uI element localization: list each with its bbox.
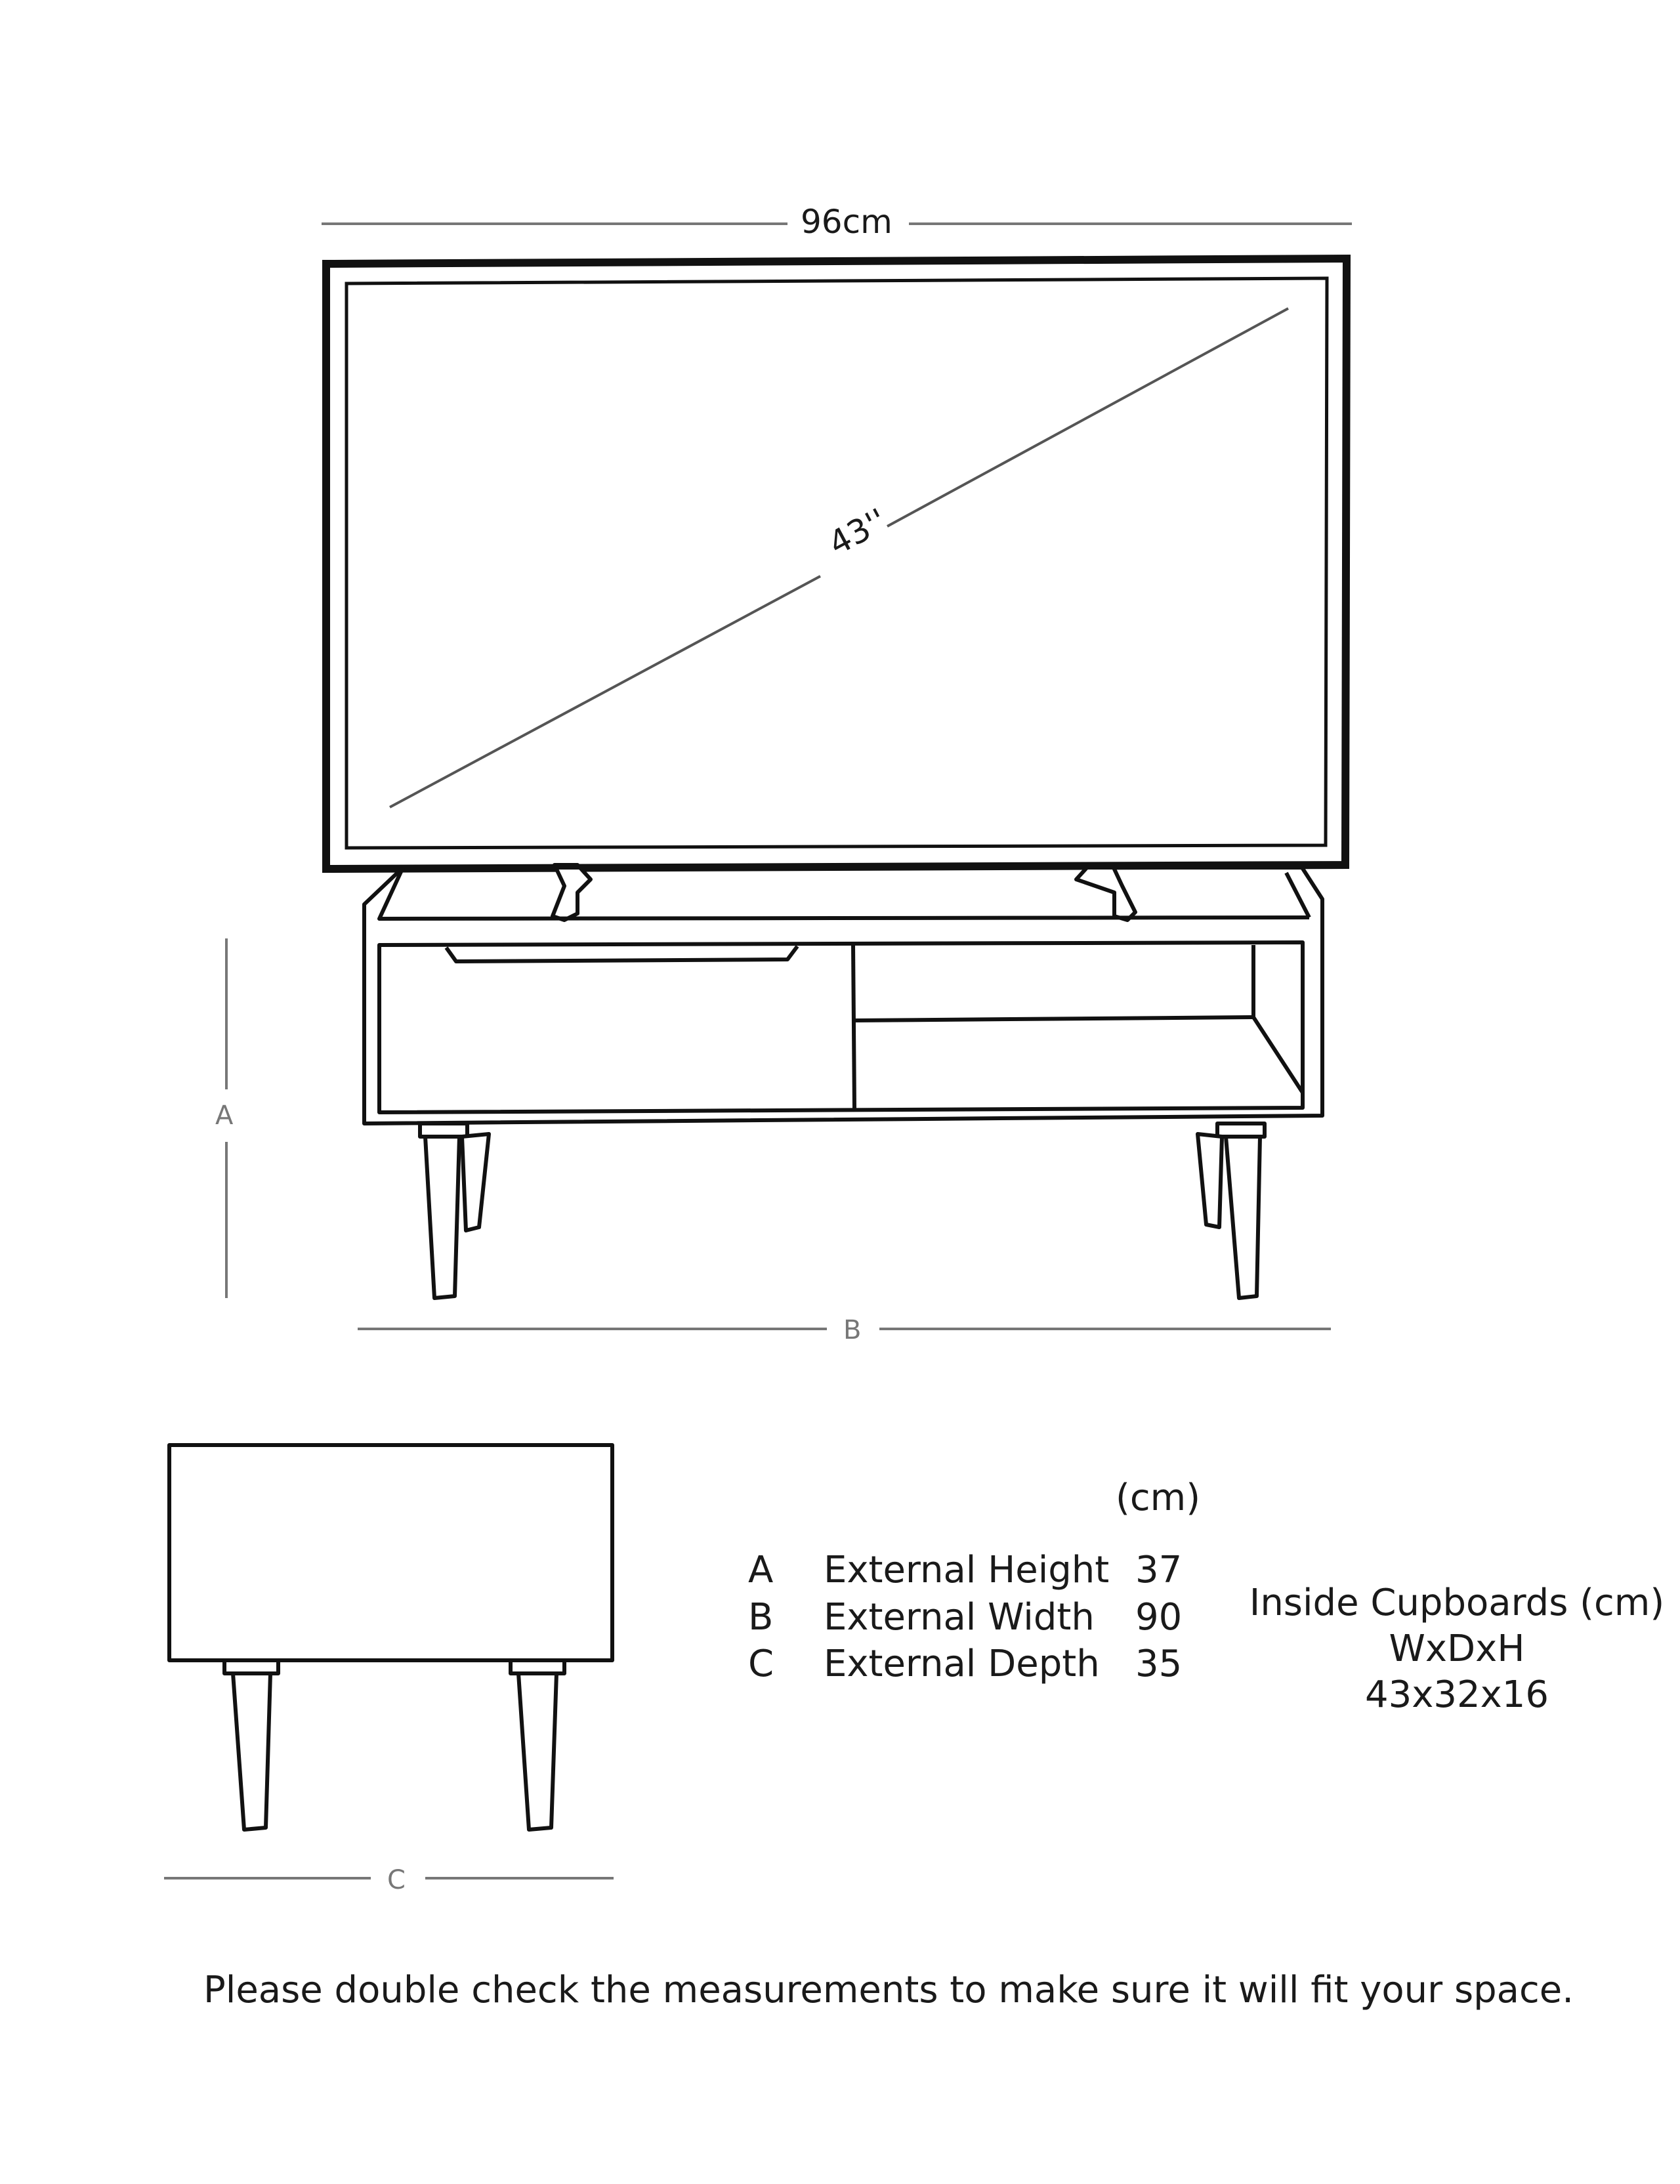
side-leg-right — [518, 1673, 556, 1830]
tv-diagonal-line — [390, 576, 820, 807]
side-leg-left — [233, 1673, 270, 1830]
inside-cupboards-format: WxDxH — [1389, 1628, 1525, 1670]
spec-letter: C — [748, 1643, 774, 1685]
tv-stand-side-view — [169, 1445, 612, 1830]
spec-value: 35 — [1135, 1643, 1183, 1685]
tv-bezel — [326, 259, 1347, 869]
tv-width-label: 96cm — [801, 203, 892, 241]
shelf — [854, 1017, 1253, 1020]
stand-outer-frame — [364, 868, 1322, 1124]
drawer-handle — [446, 946, 797, 961]
leg-front-right — [1226, 1137, 1260, 1298]
inside-cupboards-value: 43x32x16 — [1364, 1673, 1549, 1716]
tv-foot-left — [553, 865, 591, 920]
spec-letter: B — [748, 1596, 774, 1639]
height-marker-label: A — [215, 1101, 234, 1131]
leg-back-left — [462, 1134, 489, 1230]
tv-stand-legs — [420, 1124, 1265, 1298]
tv-foot-right — [1076, 865, 1135, 920]
spec-letter: A — [748, 1549, 774, 1591]
spec-value: 90 — [1135, 1596, 1183, 1639]
stand-divider — [853, 945, 854, 1109]
side-body — [169, 1445, 612, 1660]
spec-name: External Depth — [824, 1643, 1100, 1685]
stand-top-lip-right — [1286, 873, 1309, 917]
inside-cupboards-title: Inside Cupboards (cm) — [1249, 1582, 1665, 1624]
television — [326, 259, 1347, 920]
spec-name: External Width — [824, 1596, 1095, 1639]
leg-back-right — [1198, 1134, 1222, 1227]
depth-marker-label: C — [387, 1865, 406, 1895]
stand-top-lip — [379, 868, 1309, 919]
footer-note: Please double check the measurements to make sure it will fit your space. — [203, 1969, 1574, 2011]
shelf-back — [1253, 945, 1303, 1093]
tv-diagonal-line — [887, 308, 1288, 526]
spec-unit-header: (cm) — [1116, 1477, 1201, 1519]
width-marker-label: B — [843, 1315, 862, 1345]
tv-screen — [346, 278, 1327, 848]
tv-stand-front — [364, 868, 1322, 1124]
leg-front-left — [425, 1137, 459, 1298]
tv-diagonal-label: 43'' — [822, 501, 893, 563]
inside-cupboards-block — [1247, 1580, 1667, 1718]
spec-value: 37 — [1135, 1549, 1183, 1591]
stand-inner-frame — [379, 942, 1303, 1112]
spec-name: External Height — [824, 1549, 1110, 1591]
